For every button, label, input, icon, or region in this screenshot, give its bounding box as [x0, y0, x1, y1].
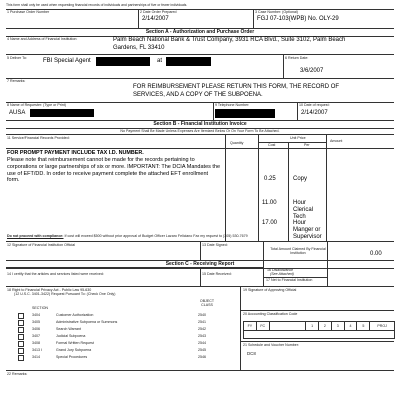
divider — [288, 142, 289, 241]
per-label: Per — [304, 143, 310, 147]
section-b-title: Section B - Financial Institution Invoice — [6, 120, 394, 129]
divider — [263, 260, 264, 286]
checkbox-3413[interactable] — [18, 348, 24, 354]
schedule-voucher-value: DC8 — [247, 351, 256, 356]
institution-line1: Palm Beach National Bank & Trust Company, 3931 RCA Blvd., Suite 3102, Palm Beach — [113, 37, 346, 43]
rate-per: Copy — [293, 176, 308, 182]
approval-note-text: If cost will exceed $500 without prior approval of Budget Officer Lazaro Feliciano Fax my request to (305) 530-7679 — [64, 234, 248, 238]
approving-official-label: 19 Signature of Approving Official — [243, 288, 297, 292]
remarks-line1: FOR REIMBURSEMENT PLEASE RETURN THIS FORM, THE RECORD OF — [133, 84, 340, 90]
object-class-label: OBJECT CLASS — [199, 299, 215, 307]
return-date-value: 3/6/2007 — [300, 68, 324, 74]
institution-line2: Gardens, FL 33410 — [113, 45, 165, 51]
date-signed-label: 13 Date Signed: — [202, 243, 228, 247]
section-name: Formal Written Request — [56, 341, 94, 345]
telephone-label: 9 Telephone Number: — [215, 103, 250, 107]
accounting-cell: 2 — [319, 322, 332, 330]
signature-label: 12 Signature of Financial Institution Official — [7, 243, 76, 247]
request-date-value: 2/14/2007 — [301, 110, 328, 116]
divider — [283, 54, 284, 78]
remarks-line2: SERVICES, AND A COPY OF THE SUBPOENA. — [133, 92, 263, 98]
accounting-cell-blank — [270, 322, 307, 330]
institution-label: 4 Name and Address of Financial Institution: — [7, 37, 78, 41]
object-class: 2543 — [198, 334, 206, 338]
privacy-act-title: 18 Right to Financial Privacy Act - Public Law 95-630 — [7, 288, 92, 292]
rate-per: Hour Manger or Supervisor — [293, 220, 322, 240]
divider — [240, 286, 241, 370]
date-prepared-label: 2 Date Order Prepared — [140, 10, 177, 14]
amount-label: Amount — [330, 139, 343, 143]
total-label: Total Amount Claimed By Financial Institution — [270, 247, 326, 255]
section-c-title: Section C - Receiving Report — [6, 260, 394, 269]
rate-per: Hour Clerical Tech — [293, 200, 314, 220]
object-class: 2541 — [198, 320, 206, 324]
purchase-order-label: 1 Purchase Order Number — [7, 10, 50, 14]
accounting-code-label: 20 Accounting Classification Code — [243, 312, 298, 316]
divider — [326, 134, 327, 241]
divider — [200, 267, 201, 286]
checkbox-3414[interactable] — [18, 355, 24, 361]
divider — [213, 102, 214, 120]
remarks-label: 7 Remarks: — [7, 79, 26, 83]
checkbox-3404[interactable] — [18, 313, 24, 319]
deliver-to-value: FBI Special Agent — [43, 58, 91, 64]
divider — [258, 134, 259, 241]
accounting-cell: 3 — [332, 322, 345, 330]
accounting-cell: 4 — [345, 322, 358, 330]
section-name: Customer Authorization — [56, 313, 94, 317]
divider — [6, 370, 394, 371]
rate-cost: 11.00 — [262, 200, 277, 206]
remarks-22-label: 22 Remarks: — [7, 372, 28, 376]
divider — [6, 9, 394, 10]
section-code: 3407 — [32, 334, 40, 338]
divider — [138, 9, 139, 28]
rate-cost: 17.00 — [262, 220, 278, 226]
divider — [225, 134, 226, 241]
divider — [253, 9, 254, 28]
return-date-label: 6 Return Date: — [285, 56, 309, 60]
accounting-cell: PROJ — [377, 324, 387, 328]
tax-id-notice: FOR PROMPT PAYMENT INCLUDE TAX I.D. NUMBER. — [7, 150, 144, 156]
redaction — [166, 57, 211, 66]
requester-label: 8 Name of Requester: (Type or Print) — [7, 103, 66, 107]
divider — [297, 102, 298, 120]
divider — [6, 54, 394, 55]
section-code: 3406 — [32, 327, 40, 331]
rate-cost: 0.25 — [264, 176, 276, 182]
quantity-label: Quantity — [230, 141, 244, 145]
accounting-code-values — [243, 330, 395, 339]
reimbursement-note: Please note that reimbursement cannot be made for the records pertaining to corporations or large partnerships of six or more. IMPORTANT: The DCIA Mandates the use of EFT/DD. In order to receive payment complete the attached EFT enrollment form. — [7, 157, 221, 184]
unit-price-label: Unit Price — [290, 136, 306, 140]
requester-value: AUSA — [9, 110, 26, 116]
object-class: 2546 — [198, 355, 206, 359]
deliver-to-label: 5 Deliver To: — [7, 56, 27, 60]
object-class: 2545 — [198, 348, 206, 352]
section-code: 3408 — [32, 341, 40, 345]
section-label: SECTION — [32, 306, 48, 310]
divider — [6, 286, 394, 287]
total-value: 0.00 — [370, 251, 382, 257]
section-code: 3414 — [32, 355, 40, 359]
redaction — [215, 109, 275, 118]
section-b-notice: No Payment Shall Be Made Unless Expenses Are Itemized Below Or On Your Form To Be Attached. — [120, 129, 280, 133]
accounting-cell: 1 — [306, 322, 319, 330]
section-name: Special Procedures — [56, 355, 88, 359]
disallowance-label: 16 Disallowance — [267, 268, 294, 272]
divider — [263, 241, 264, 260]
section-code: 3413 I — [32, 348, 42, 352]
divider — [327, 260, 328, 286]
section-name: Grand Jury Subpoena — [56, 348, 92, 352]
disallowance-note: (See Attached) — [270, 272, 294, 276]
cost-label: Cost — [268, 143, 276, 147]
section-name: Administrative Subpoena or Summons — [56, 320, 118, 324]
net-label: 17 Net to Financial Institution — [266, 278, 313, 282]
accounting-cell: 5 — [357, 322, 370, 330]
services-label: 11 Service/Financial Records Provided: — [7, 136, 70, 140]
section-name: Judicial Subpoena — [56, 334, 86, 338]
section-code: 3404 — [32, 313, 40, 317]
divider — [6, 78, 394, 79]
form-notice: This form shall only be used when requesting financial records of individuals and partnerships of five or fewer individuals. — [6, 3, 188, 7]
divider — [6, 134, 394, 135]
divider — [240, 310, 394, 311]
section-code: 3405 — [32, 320, 40, 324]
object-class: 2542 — [198, 327, 206, 331]
divider — [200, 241, 201, 260]
object-class: 2544 — [198, 341, 206, 345]
section-a-title: Section A - Authorization and Purchase Order — [6, 28, 394, 37]
at-label: at — [157, 58, 163, 64]
checkbox-3408[interactable] — [18, 341, 24, 347]
approval-note — [7, 234, 248, 238]
date-prepared-value: 2/14/2007 — [142, 16, 169, 22]
section-name: Search Warrant — [56, 327, 82, 331]
divider — [327, 241, 328, 260]
case-number-label: 3 Case Number: (Optional) — [255, 10, 298, 14]
divider — [240, 341, 394, 342]
checkbox-3407[interactable] — [18, 334, 24, 340]
divider — [6, 267, 263, 268]
approval-note-bold: Do not proceed with compliance: — [7, 234, 64, 238]
schedule-voucher-label: 21 Schedule and Voucher Number: — [243, 343, 299, 347]
divider — [6, 148, 394, 149]
request-date-label: 10 Date of request: — [299, 103, 330, 107]
accounting-cell: FY — [244, 322, 257, 330]
redaction — [96, 57, 150, 66]
checkbox-3405[interactable] — [18, 320, 24, 326]
checkbox-3406[interactable] — [18, 327, 24, 333]
object-class: 2540 — [198, 313, 206, 317]
accounting-cell: FC — [257, 322, 270, 330]
redaction — [30, 109, 94, 117]
case-number-value: FGJ 07-103(WPB) No. OLY-29 — [257, 16, 339, 22]
privacy-act-subtitle: (12 U.S.C. 3401-3422) Request Pursuant To: (Check One Only) — [14, 292, 116, 296]
certify-label: 14 I certify that the articles and services listed were received: — [7, 272, 104, 276]
date-received-label: 15 Date Received: — [202, 272, 232, 276]
